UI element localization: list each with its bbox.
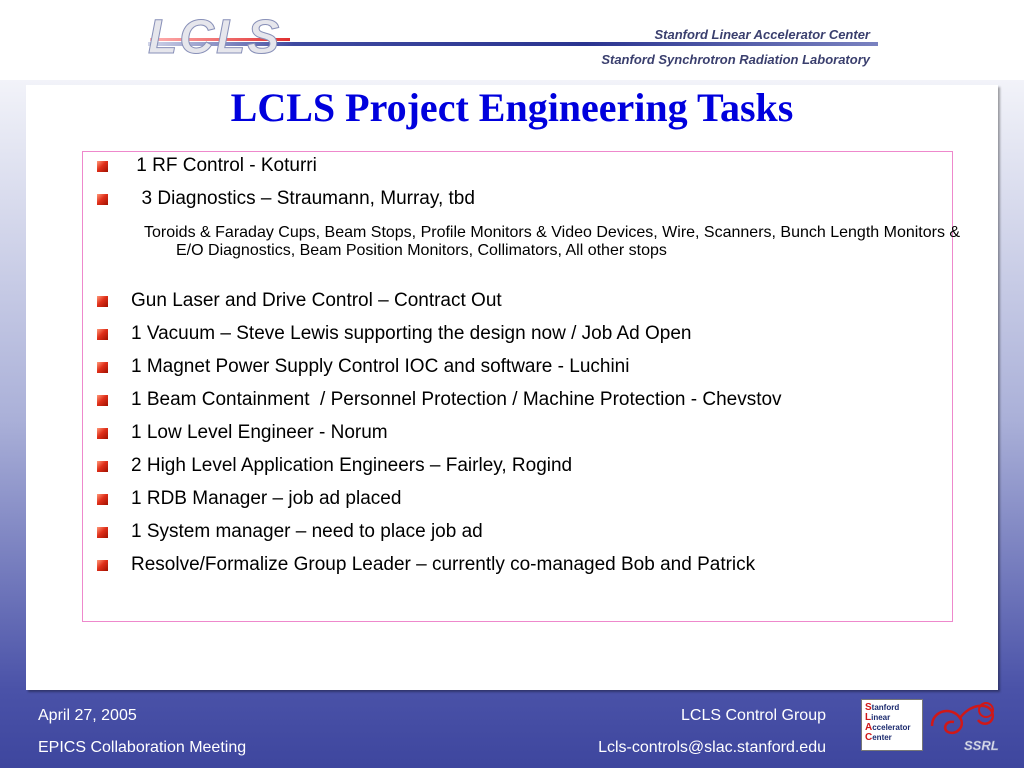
list-item [93,389,943,411]
list-item [93,455,943,477]
list-item-text: 1 Low Level Engineer - Norum [131,422,388,443]
list-item [93,488,943,510]
list-item-text: Resolve/Formalize Group Leader – currently co-managed Bob and Patrick [131,554,756,575]
lcls-logo: LCLS [148,11,282,64]
sub-list-item: Toroids & Faraday Cups, Beam Stops, Profile Monitors & Video Devices, Wire, Scanners, Bunch Length Monitors & E/O Diagnostics, Beam Position Monitors, Collimators, All other stops [144,224,961,259]
footer-date: April 27, 2005 [38,707,137,724]
bullet-icon [97,296,108,307]
list-item [93,323,943,345]
list-item [93,554,943,576]
org-name-slac: Stanford Linear Accelerator Center [654,27,870,42]
ssrl-logo-text: SSRL [964,738,999,753]
list-item-text: 1 Magnet Power Supply Control IOC and software - Luchini [131,356,630,377]
bullet-icon [97,395,108,406]
header-banner [0,0,1024,80]
list-item [93,290,943,312]
footer-email: Lcls-controls@slac.stanford.edu [598,739,826,756]
list-item-text: Gun Laser and Drive Control – Contract Out [131,290,502,311]
bullet-icon [97,362,108,373]
footer-group: LCLS Control Group [681,707,826,724]
bullet-icon [97,428,108,439]
list-item [93,188,943,210]
list-item [93,155,943,177]
list-item-text: 1 Vacuum – Steve Lewis supporting the design now / Job Ad Open [131,323,692,344]
ssrl-logo [926,696,1000,754]
bullet-icon [97,194,108,205]
list-item [93,356,943,378]
bullet-icon [97,494,108,505]
task-list-bottom [93,290,943,576]
bullet-icon [97,329,108,340]
list-item-text: 1 Beam Containment / Personnel Protection / Machine Protection - Chevstov [131,389,782,410]
list-item-text: 3 Diagnostics – Straumann, Murray, tbd [131,188,475,209]
list-item [93,422,943,444]
bullet-icon [97,527,108,538]
org-name-ssrl: Stanford Synchrotron Radiation Laboratory [601,52,870,67]
list-item-text: 1 System manager – need to place job ad [131,521,483,542]
bullet-icon [97,161,108,172]
bullet-icon [97,461,108,472]
list-item [93,521,943,543]
list-item-text: 1 RF Control - Koturri [131,155,317,176]
list-item-text: 2 High Level Application Engineers – Fairley, Rogind [131,455,573,476]
slac-logo: Stanford Linear Accelerator Center [861,699,923,751]
bullet-icon [97,560,108,571]
list-item-text: 1 RDB Manager – job ad placed [131,488,402,509]
footer-event: EPICS Collaboration Meeting [38,739,247,756]
task-list-top [93,155,943,210]
page-title: LCLS Project Engineering Tasks [230,85,794,130]
